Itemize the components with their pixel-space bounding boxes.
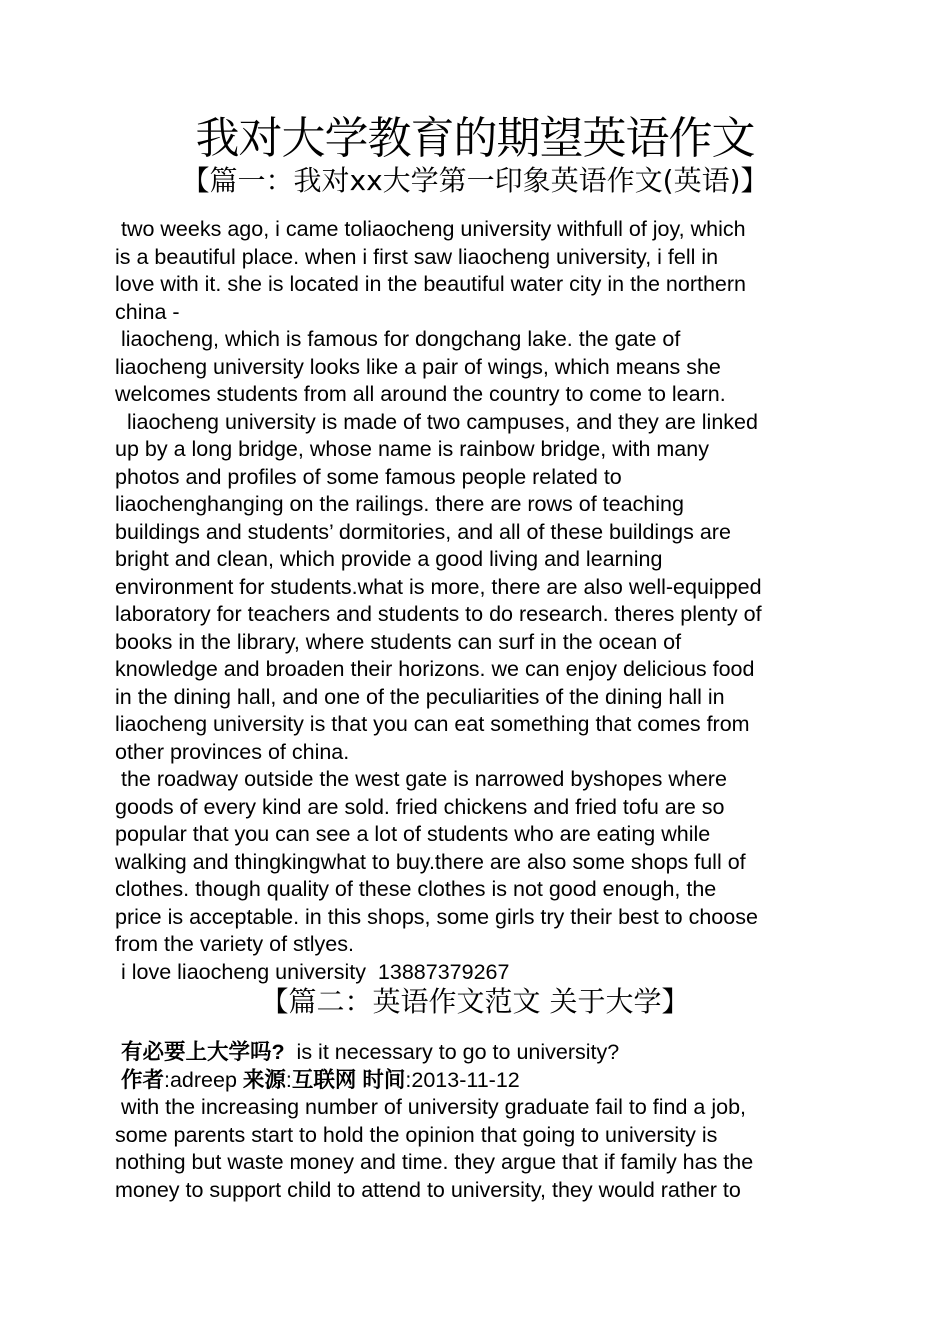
text-line: money to support child to attend to university, they would rather to: [115, 1177, 741, 1202]
text-line: nothing but waste money and time. they argue that if family has the: [115, 1150, 754, 1174]
text-line: clothes. though quality of these clothes is not good enough, the: [115, 877, 717, 901]
text-line: in the dining hall, and one of the peculiarities of the dining hall in: [115, 684, 725, 709]
text-line: photos and profiles of some famous people related to: [115, 464, 622, 489]
meta-line: [115, 1067, 840, 1095]
section-heading-2: 【篇二：英语作文范文 关于大学】: [260, 985, 690, 1018]
text-line: from the variety of stlyes.: [115, 932, 354, 956]
text-line: some parents start to hold the opinion that going to university is: [115, 1122, 718, 1147]
text-line: liaocheng university is made of two campuses, and they are linked: [115, 409, 758, 434]
text-line: is a beautiful place. when i first saw liaocheng university, i fell in: [115, 244, 719, 269]
text-line: love with it. she is located in the beautiful water city in the northern: [115, 272, 747, 296]
source-colon: :: [285, 1067, 292, 1092]
document-title: 我对大学教育的期望英语作文: [195, 113, 755, 164]
text-line: liaocheng university looks like a pair of wings, which means she: [115, 354, 721, 379]
text-line: welcomes students from all around the country to come to learn.: [115, 382, 726, 406]
source-label: 来源: [242, 1067, 286, 1092]
text-line: laboratory for teachers and students to do research. theres plenty of: [115, 602, 762, 626]
question-bold: 有必要上大学吗?: [115, 1040, 285, 1064]
text-line: other provinces of china.: [115, 739, 350, 764]
text-line: knowledge and broaden their horizons. we can enjoy delicious food: [115, 657, 755, 681]
text-line: buildings and students’ dormitories, and all of these buildings are: [115, 519, 731, 544]
section-1-body: [115, 216, 840, 986]
question-english: is it necessary to go to university?: [284, 1040, 620, 1064]
text-line: popular that you can see a lot of students who are eating while: [115, 822, 711, 846]
text-line: environment for students.what is more, there are also well-equipped: [115, 574, 762, 599]
source-value: 互联网: [291, 1067, 357, 1092]
text-line: liaochenghanging on the railings. there are rows of teaching: [115, 492, 684, 516]
text-line: two weeks ago, i came toliaocheng university withfull of joy, which: [115, 217, 746, 241]
text-line: walking and thingkingwhat to buy.there are also some shops full of: [115, 849, 746, 874]
text-line: price is acceptable. in this shops, some girls try their best to choose: [115, 904, 758, 929]
section-heading-1: 【篇一：我对xx大学第一印象英语作文(英语)】: [181, 164, 769, 197]
text-line: liaocheng, which is famous for dongchang lake. the gate of: [115, 327, 681, 351]
text-line: the roadway outside the west gate is narrowed byshopes where: [115, 767, 727, 791]
text-line: i love liaocheng university 13887379267: [115, 959, 510, 984]
text-line: liaocheng university is that you can eat something that comes from: [115, 712, 750, 736]
time-value: :2013-11-12: [405, 1067, 520, 1092]
text-line: bright and clean, which provide a good living and learning: [115, 547, 663, 571]
text-line: books in the library, where students can surf in the ocean of: [115, 629, 682, 654]
time-label: 时间: [356, 1067, 406, 1092]
text-line: goods of every kind are sold. fried chickens and fried tofu are so: [115, 794, 725, 819]
author-label: 作者: [115, 1067, 164, 1092]
text-line: china -: [115, 299, 180, 324]
text-line: up by a long bridge, whose name is rainbow bridge, with many: [115, 437, 709, 461]
text-line: with the increasing number of university graduate fail to find a job,: [115, 1095, 747, 1119]
author-value: :adreep: [163, 1067, 243, 1092]
section-2-body: [115, 1039, 840, 1204]
question-line: [115, 1039, 840, 1067]
